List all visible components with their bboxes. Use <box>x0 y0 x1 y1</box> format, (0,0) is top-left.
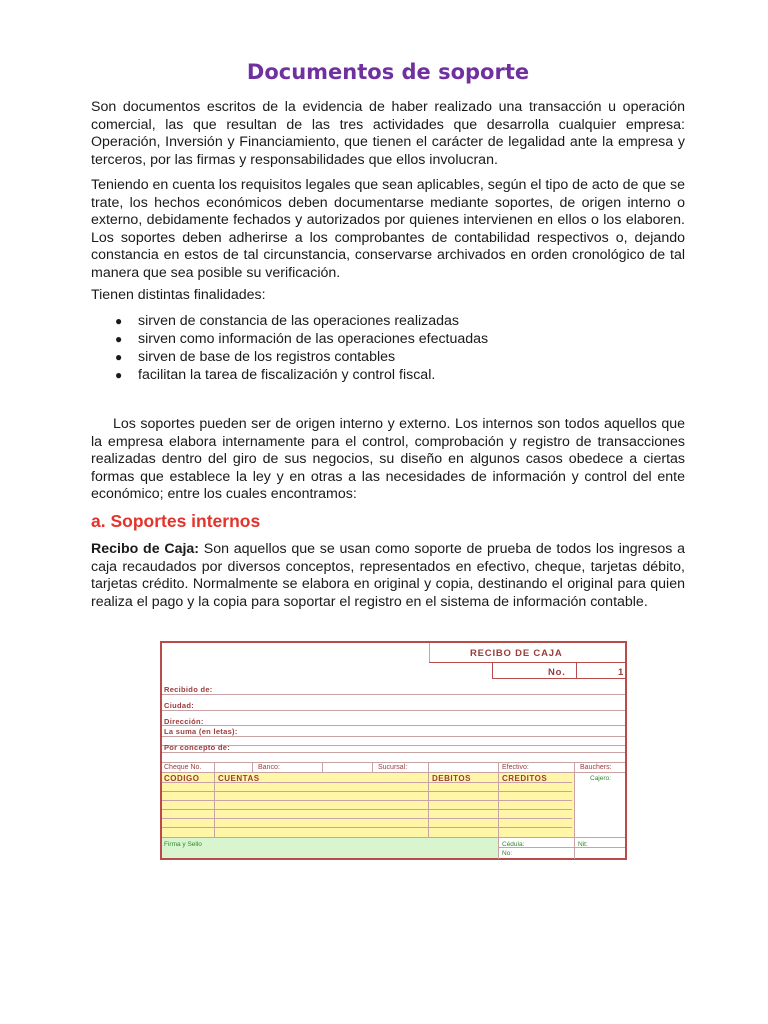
list-item: ● sirven como información de las operaciones efectuadas <box>115 331 489 347</box>
receipt-cash: Efectivo: <box>502 764 529 771</box>
receipt-title: RECIBO DE CAJA <box>470 648 563 659</box>
term-label: Recibo de Caja: <box>91 541 200 557</box>
receipt-branch: Sucursal: <box>378 764 408 771</box>
list-item: ● sirven de constancia de las operaciones realizadas <box>115 313 459 329</box>
page-title: Documentos de soporte <box>246 60 530 84</box>
col-credits: CREDITOS <box>502 774 548 783</box>
paragraph-legal-requirements: Teniendo en cuenta los requisitos legales que sean aplicables, según el tipo de acto de que se trate, los hechos económicos deben documentarse mediante soportes, de origen interno o externo, debidamente fechados y autorizados por quienes intervienen en ellos o los elaboren. Los soportes deben adherirse a los comprobantes de contabilidad respectivos o, dejando constancia en estos de tal circunstancia, conservarse archivados en orden cronológico de tal manera que sea posible su verificación. <box>91 177 685 281</box>
section-heading: a. Soportes internos <box>91 511 261 531</box>
list-item: ● facilitan la tarea de fiscalización y control fiscal. <box>115 367 436 383</box>
receipt-number: 1 <box>618 667 625 678</box>
paragraph-definition: Son documentos escritos de la evidencia de haber realizado una transacción u operación comercial, las que resultan de las tres actividades que desarrolla cualquier empresa: Operación, Inversión y Financiamiento, que tienen el carácter de legalidad ante la empresa y terceros, por las firmas y responsabilidades que ellos involucran. <box>91 99 685 168</box>
receipt-vouchers: Bauchers: <box>580 764 612 771</box>
col-accounts: CUENTAS <box>218 774 260 783</box>
paragraph-recibo-caja: Recibo de Caja: Son aquellos que se usan como soporte de prueba de todos los ingresos a caja recaudados por diversos conceptos, representados en efectivo, cheque, tarjetas débito, tarjetas crédito. Normalmente se elabora en original y copia, destinando el original para quien realiza el pago y la copia para soportar el registro en el sistema de información contable. <box>91 541 685 610</box>
receipt-number-label: No. <box>548 667 566 678</box>
paragraph-origin: Los soportes pueden ser de origen interno y externo. Los internos son todos aquellos que la empresa elabora internamente para el control, comprobación y registro de transacciones realizadas dentro del giro de sus negocios, su diseño en algunos casos obedece a ciertas formas que establece la ley y en otras a las necesidades de información y control del ente económico; entre los cuales encontramos: <box>91 416 685 502</box>
bullet-icon: ● <box>115 368 123 382</box>
paragraph-purposes-intro: Tienen distintas finalidades: <box>91 287 266 303</box>
receipt-concept: Por concepto de: <box>164 743 231 752</box>
bullet-icon: ● <box>115 332 123 346</box>
receipt-city: Ciudad: <box>164 701 195 710</box>
receipt-signature: Firma y Sello <box>164 841 202 848</box>
list-item: ● sirven de base de los registros contables <box>115 349 396 365</box>
bullet-icon: ● <box>115 350 123 364</box>
receipt-cheque: Cheque No. <box>164 764 202 771</box>
receipt-id-number: No: <box>502 850 513 857</box>
receipt-amount-words: La suma (en letas): <box>164 727 238 736</box>
col-code: CODIGO <box>164 774 200 783</box>
receipt-bank: Banco: <box>258 764 280 771</box>
receipt-address: Dirección: <box>164 717 204 726</box>
receipt-received-from: Recibido de: <box>164 685 213 694</box>
receipt-cashier: Cajero: <box>590 775 611 782</box>
receipt-id: Cédula: <box>502 841 525 848</box>
receipt-nit: Nit: <box>578 841 588 848</box>
purposes-list <box>91 312 685 384</box>
bullet-icon: ● <box>115 314 123 328</box>
col-debits: DEBITOS <box>432 774 471 783</box>
receipt-form-image <box>160 641 627 860</box>
